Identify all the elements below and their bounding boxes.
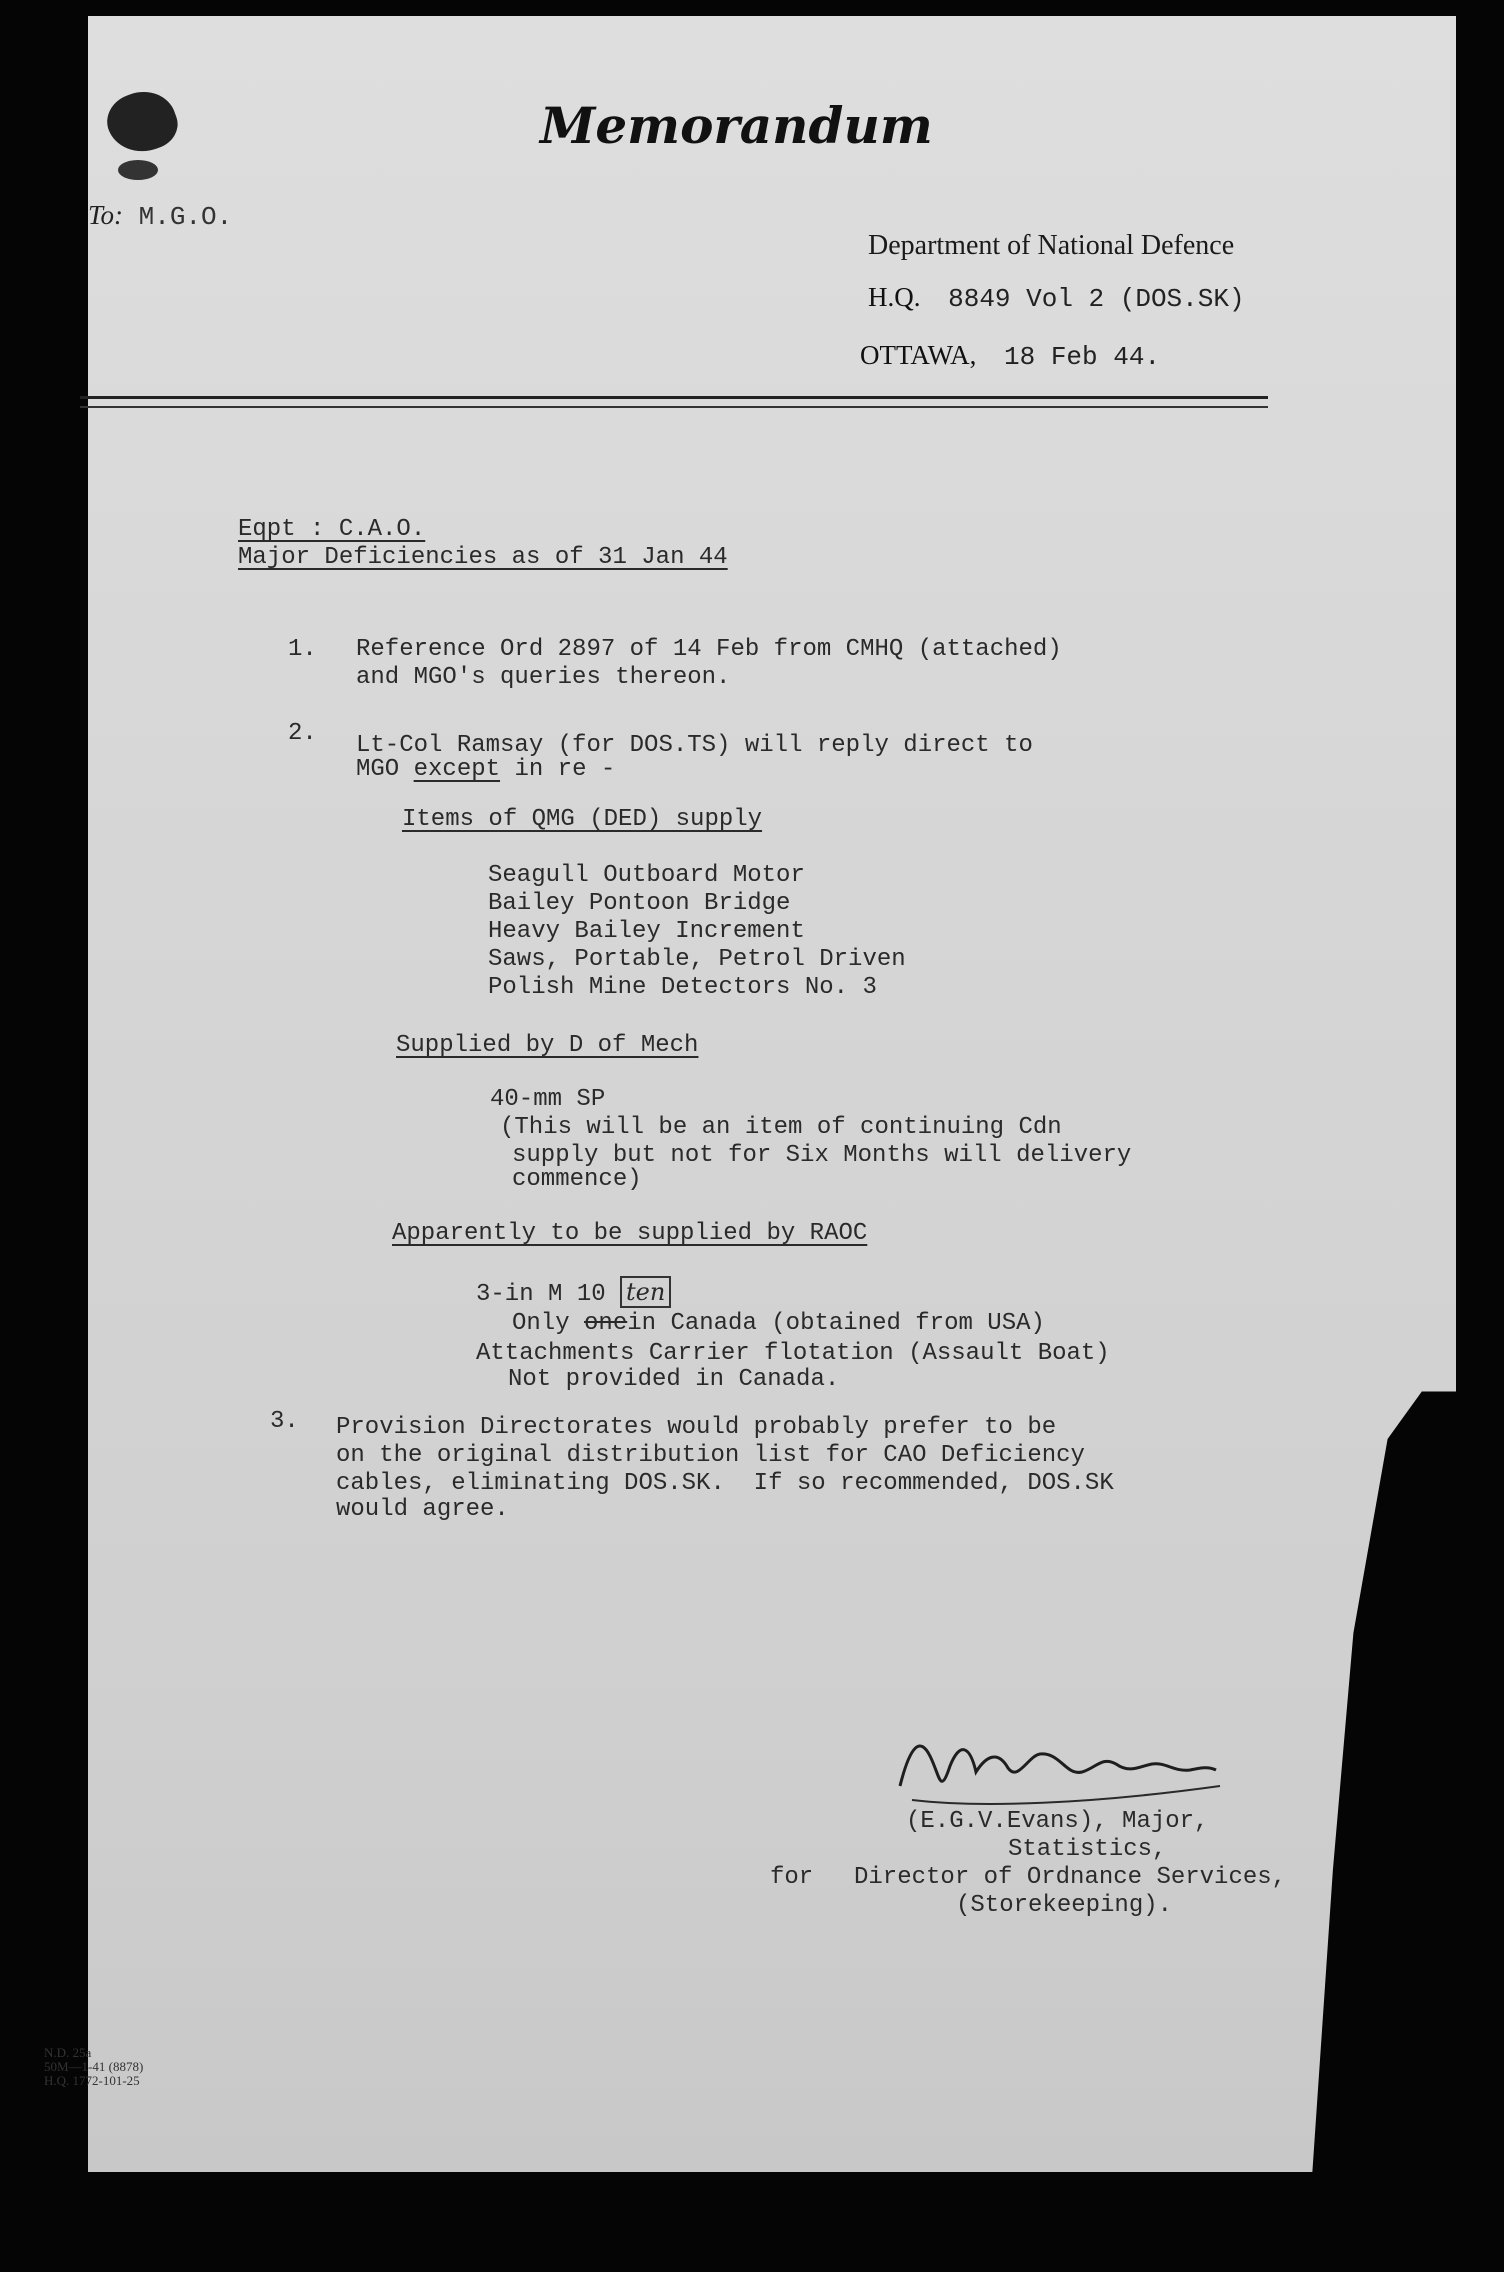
footer-line-3: H.Q. 1772-101-25: [44, 2073, 140, 2088]
memo-date: 18 Feb 44.: [1004, 342, 1161, 372]
raoc-only: Only: [512, 1310, 570, 1337]
signatory-unit: Statistics,: [1008, 1836, 1167, 1863]
para-1-line-1: Reference Ord 2897 of 14 Feb from CMHQ (attached): [356, 636, 1062, 663]
header-rule: [80, 396, 1268, 399]
handwritten-signature: [890, 1726, 1270, 1816]
para-1-line-2: and MGO's queries thereon.: [356, 664, 731, 691]
handwritten-correction: ten: [620, 1276, 671, 1308]
signature-text: [906, 1778, 912, 1779]
para-3-line-1: Provision Directorates would probably prefer to be: [336, 1414, 1057, 1441]
raoc-item-text: 3-in M 10: [476, 1281, 606, 1308]
mech-note-2: supply but not for Six Months will delivery: [512, 1142, 1132, 1169]
para-2-number: 2.: [288, 720, 317, 747]
mech-note-1: (This will be an item of continuing Cdn: [500, 1114, 1062, 1141]
signatory-name: (E.G.V.Evans), Major,: [906, 1808, 1209, 1835]
qmg-heading: Items of QMG (DED) supply: [402, 806, 763, 833]
qmg-item: Polish Mine Detectors No. 3: [488, 974, 877, 1001]
hq-ref-value: 8849 Vol 2 (DOS.SK): [948, 284, 1245, 314]
subject-line-1: Eqpt : C.A.O.: [238, 516, 426, 543]
raoc-heading: Apparently to be supplied by RAOC: [392, 1220, 868, 1247]
para-2-line-1: Lt-Col Ramsay (for DOS.TS) will reply direct to: [356, 732, 1033, 759]
raoc-only-line: [512, 1310, 1045, 1338]
signatory-branch: (Storekeeping).: [956, 1892, 1173, 1919]
to-value: M.G.O.: [138, 202, 233, 232]
qmg-item: Seagull Outboard Motor: [488, 862, 805, 889]
raoc-item: [476, 1276, 671, 1309]
qmg-item: Bailey Pontoon Bridge: [488, 890, 791, 917]
qmg-item: Saws, Portable, Petrol Driven: [488, 946, 906, 973]
mech-note-3: commence): [512, 1166, 642, 1193]
subject-line-2: Major Deficiencies as of 31 Jan 44: [238, 544, 728, 571]
footer-line-1: N.D. 25a: [44, 2045, 92, 2060]
para-1-number: 1.: [288, 636, 317, 663]
raoc-attach-1: Attachments Carrier flotation (Assault Boat): [476, 1340, 1110, 1367]
raoc-struck-word: one: [584, 1310, 628, 1337]
hq-label: H.Q.: [868, 282, 921, 312]
para-2-mgo: MGO: [356, 756, 400, 783]
raoc-attach-2: Not provided in Canada.: [508, 1366, 840, 1393]
para-2-line-2: [356, 756, 615, 784]
para-3-line-2: on the original distribution list for CAO Deficiency: [336, 1442, 1085, 1469]
para-3-line-3: cables, eliminating DOS.SK. If so recommended, DOS.SK: [336, 1470, 1114, 1497]
signatory-for: for: [770, 1864, 814, 1891]
city: OTTAWA,: [860, 340, 977, 370]
para-2-except: except: [413, 756, 501, 783]
ink-stain-small: [118, 160, 158, 180]
signatory-title: Director of Ordnance Services,: [854, 1864, 1287, 1891]
qmg-item: Heavy Bailey Increment: [488, 918, 805, 945]
para-3-line-4: would agree.: [336, 1496, 509, 1523]
footer-line-2: 50M—1-41 (8878): [44, 2059, 144, 2074]
para-2-inre: in re -: [514, 756, 616, 783]
hq-reference: [868, 282, 1245, 314]
memo-paper: [88, 16, 1456, 2172]
mech-heading: Supplied by D of Mech: [396, 1032, 699, 1059]
para-3-number: 3.: [270, 1408, 299, 1435]
place-date: [860, 340, 1160, 372]
department-name: Department of National Defence: [868, 230, 1235, 261]
to-label: To:: [88, 200, 124, 230]
memo-title: Memorandum: [540, 96, 933, 155]
raoc-rest: in Canada (obtained from USA): [627, 1310, 1045, 1337]
header-rule-secondary: [80, 406, 1268, 408]
form-footer: [44, 2046, 143, 2088]
mech-item: 40-mm SP: [490, 1086, 606, 1113]
to-line: [88, 200, 232, 232]
